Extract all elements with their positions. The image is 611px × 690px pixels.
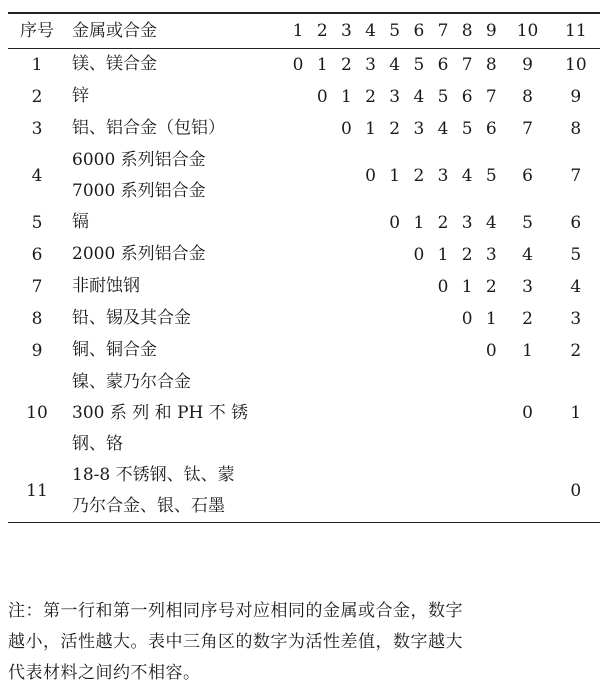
activity-diff-cell: 2 — [437, 212, 449, 233]
metal-name-line: 钢、铬 — [72, 433, 123, 454]
activity-diff-cell — [334, 367, 358, 460]
activity-diff-cell: 5 — [413, 54, 425, 75]
metal-name-line: 镁、镁合金 — [72, 54, 157, 74]
activity-diff-cell — [431, 367, 455, 460]
activity-diff-cell: 6 — [522, 165, 533, 186]
activity-diff-cell: 8 — [522, 86, 533, 107]
activity-diff-cell — [383, 335, 407, 367]
activity-diff-cell — [383, 367, 407, 460]
activity-diff-cell — [286, 335, 310, 367]
activity-diff-cell — [383, 303, 407, 335]
activity-diff-cell — [310, 145, 334, 207]
activity-diff-cell — [310, 271, 334, 303]
note-line: 注：第一行和第一列相同序号对应相同的金属或合金，数字 — [8, 601, 463, 621]
activity-diff-cell — [286, 81, 310, 113]
activity-diff-cell — [286, 145, 310, 207]
table-row — [8, 303, 600, 335]
note-line: 代表材料之间约不相容。 — [8, 663, 201, 683]
header-col-5: 5 — [383, 13, 407, 48]
activity-diff-cell: 0 — [413, 244, 425, 265]
activity-diff-cell: 8 — [570, 118, 582, 139]
activity-diff-cell: 1 — [365, 118, 376, 139]
activity-diff-cell — [407, 335, 431, 367]
activity-diff-cell — [286, 271, 310, 303]
note-line: 越小，活性越大。表中三角区的数字为活性差值，数字越大 — [8, 632, 463, 652]
row-index: 2 — [31, 86, 43, 107]
activity-diff-cell: 9 — [570, 86, 582, 107]
activity-diff-cell — [455, 460, 479, 523]
header-col-7: 7 — [431, 13, 455, 48]
metal-name-line: 镍、蒙乃尔合金 — [72, 371, 191, 392]
activity-diff-cell — [431, 460, 455, 523]
metal-name — [66, 207, 286, 239]
activity-diff-cell: 4 — [570, 276, 582, 297]
activity-diff-cell: 9 — [522, 54, 533, 75]
metal-name — [66, 145, 286, 207]
activity-diff-cell: 3 — [437, 165, 449, 186]
activity-diff-cell: 8 — [485, 54, 497, 75]
metal-name-line: 300 系 列 和 PH 不 锈 — [72, 402, 249, 423]
activity-diff-cell: 0 — [292, 54, 304, 75]
activity-diff-cell — [358, 335, 382, 367]
activity-diff-cell: 0 — [485, 340, 497, 361]
activity-diff-cell: 1 — [413, 212, 425, 233]
row-index: 1 — [31, 54, 43, 75]
table-row — [8, 81, 600, 113]
activity-diff-cell — [358, 303, 382, 335]
row-index: 7 — [31, 276, 43, 297]
activity-diff-cell — [455, 335, 479, 367]
activity-diff-cell — [358, 239, 382, 271]
activity-diff-cell — [334, 303, 358, 335]
table-row — [8, 335, 600, 367]
metal-name — [66, 335, 286, 367]
activity-diff-cell: 5 — [461, 118, 473, 139]
activity-diff-cell: 0 — [522, 403, 533, 423]
header-col-2: 2 — [310, 13, 334, 48]
activity-diff-cell: 2 — [522, 308, 533, 329]
activity-diff-cell — [310, 207, 334, 239]
metal-name — [66, 303, 286, 335]
activity-diff-cell: 3 — [389, 86, 401, 107]
row-index: 8 — [31, 308, 43, 329]
header-index: 序号 — [8, 13, 66, 48]
header-col-9: 9 — [479, 13, 503, 48]
activity-diff-cell: 0 — [365, 165, 376, 186]
metal-name — [66, 48, 286, 81]
metal-name — [66, 460, 286, 523]
row-index: 6 — [31, 244, 43, 265]
table-header — [8, 13, 600, 48]
metal-name-line: 铅、锡及其合金 — [72, 308, 191, 328]
table-row — [8, 367, 600, 460]
activity-diff-cell — [479, 460, 503, 523]
activity-diff-cell: 3 — [413, 118, 425, 139]
activity-diff-cell — [455, 367, 479, 460]
activity-diff-cell: 0 — [552, 460, 600, 523]
activity-diff-cell: 1 — [437, 244, 449, 265]
activity-diff-cell: 2 — [485, 276, 497, 297]
activity-diff-cell: 7 — [485, 86, 497, 107]
metal-name-line: 7000 系列铝合金 — [72, 180, 206, 201]
activity-diff-cell: 2 — [340, 54, 352, 75]
header-row — [8, 13, 600, 48]
activity-diff-cell: 4 — [389, 54, 401, 75]
activity-diff-cell: 4 — [485, 212, 497, 233]
activity-diff-cell: 7 — [570, 165, 582, 186]
header-col-4: 4 — [358, 13, 382, 48]
header-col-3: 3 — [334, 13, 358, 48]
activity-diff-cell: 7 — [522, 118, 533, 139]
activity-diff-cell — [286, 239, 310, 271]
activity-diff-cell — [383, 271, 407, 303]
activity-diff-cell: 6 — [461, 86, 473, 107]
metal-name — [66, 367, 286, 460]
activity-diff-cell: 3 — [365, 54, 376, 75]
row-index: 11 — [8, 460, 66, 523]
activity-diff-cell — [407, 460, 431, 523]
activity-diff-cell: 1 — [316, 54, 328, 75]
activity-diff-cell — [286, 460, 310, 523]
table-row — [8, 239, 600, 271]
activity-diff-cell — [358, 367, 382, 460]
activity-diff-cell: 7 — [461, 54, 473, 75]
activity-diff-cell: 10 — [565, 54, 587, 75]
activity-diff-cell — [334, 207, 358, 239]
activity-diff-cell: 3 — [570, 308, 582, 329]
metal-name-line: 铝、铝合金（包铝） — [72, 118, 225, 138]
activity-diff-cell — [383, 239, 407, 271]
activity-diff-cell — [310, 303, 334, 335]
activity-diff-cell — [286, 367, 310, 460]
activity-diff-cell: 6 — [437, 54, 449, 75]
activity-diff-cell — [431, 303, 455, 335]
activity-diff-cell — [383, 460, 407, 523]
activity-diff-cell — [358, 271, 382, 303]
activity-diff-cell: 5 — [437, 86, 449, 107]
activity-diff-cell — [310, 367, 334, 460]
activity-diff-cell: 4 — [437, 118, 449, 139]
metal-name-line: 2000 系列铝合金 — [72, 244, 206, 264]
activity-diff-cell: 1 — [461, 276, 473, 297]
row-index: 3 — [31, 118, 43, 139]
table-row — [8, 113, 600, 145]
activity-diff-cell: 0 — [437, 276, 449, 297]
activity-diff-cell: 5 — [570, 244, 582, 265]
table-row — [8, 207, 600, 239]
activity-diff-cell: 5 — [522, 212, 533, 233]
table-row — [8, 145, 600, 207]
activity-diff-cell: 6 — [485, 118, 497, 139]
activity-diff-cell: 4 — [522, 244, 533, 265]
activity-diff-cell — [334, 239, 358, 271]
activity-diff-cell — [431, 335, 455, 367]
header-col-6: 6 — [407, 13, 431, 48]
activity-diff-cell: 3 — [485, 244, 497, 265]
note — [8, 596, 600, 689]
activity-diff-cell — [503, 460, 551, 523]
table-row — [8, 271, 600, 303]
activity-diff-cell — [334, 335, 358, 367]
row-index: 9 — [31, 340, 43, 361]
metal-name-line: 铜、铜合金 — [72, 340, 157, 360]
activity-diff-cell: 0 — [461, 308, 473, 329]
activity-diff-cell: 2 — [413, 165, 425, 186]
activity-diff-cell: 1 — [340, 86, 352, 107]
header-col-11: 11 — [552, 13, 600, 48]
galvanic-table — [8, 12, 600, 523]
activity-diff-cell: 6 — [570, 212, 582, 233]
activity-diff-cell: 2 — [365, 86, 376, 107]
row-index: 4 — [31, 165, 43, 186]
activity-diff-cell — [310, 335, 334, 367]
activity-diff-cell: 5 — [485, 165, 497, 186]
activity-diff-cell: 4 — [461, 165, 473, 186]
header-col-10: 10 — [503, 13, 551, 48]
activity-diff-cell: 3 — [522, 276, 533, 297]
activity-diff-cell: 2 — [570, 340, 582, 361]
metal-name-line: 乃尔合金、银、石墨 — [72, 495, 225, 516]
metal-name-line: 锌 — [72, 86, 89, 106]
activity-diff-cell — [286, 207, 310, 239]
row-index: 10 — [26, 403, 48, 423]
activity-diff-cell — [358, 207, 382, 239]
activity-diff-cell — [407, 271, 431, 303]
metal-name-line: 镉 — [72, 212, 89, 232]
activity-diff-cell: 2 — [389, 118, 401, 139]
table-row — [8, 48, 600, 81]
row-index: 5 — [31, 212, 43, 233]
activity-diff-cell — [334, 145, 358, 207]
activity-diff-cell: 3 — [461, 212, 473, 233]
activity-diff-cell: 1 — [522, 340, 533, 361]
activity-diff-cell: 0 — [389, 212, 401, 233]
activity-diff-cell: 1 — [389, 165, 401, 186]
activity-diff-cell — [334, 271, 358, 303]
activity-diff-cell — [310, 239, 334, 271]
activity-diff-cell — [334, 460, 358, 523]
activity-diff-cell — [407, 303, 431, 335]
metal-name — [66, 113, 286, 145]
header-col-1: 1 — [286, 13, 310, 48]
header-metal: 金属或合金 — [66, 13, 286, 48]
header-col-8: 8 — [455, 13, 479, 48]
activity-diff-cell: 4 — [413, 86, 425, 107]
activity-diff-cell — [310, 460, 334, 523]
metal-name — [66, 271, 286, 303]
activity-diff-cell — [407, 367, 431, 460]
activity-diff-cell: 0 — [316, 86, 328, 107]
activity-diff-cell: 0 — [340, 118, 352, 139]
metal-name — [66, 239, 286, 271]
activity-diff-cell — [358, 460, 382, 523]
table-row — [8, 460, 600, 523]
metal-name-line: 6000 系列铝合金 — [72, 149, 206, 170]
activity-diff-cell: 1 — [485, 308, 497, 329]
activity-diff-cell — [479, 367, 503, 460]
metal-name-line: 非耐蚀钢 — [72, 276, 140, 296]
activity-diff-cell: 1 — [570, 403, 582, 423]
activity-diff-cell — [286, 303, 310, 335]
metal-name — [66, 81, 286, 113]
activity-diff-cell — [310, 113, 334, 145]
activity-diff-cell: 2 — [461, 244, 473, 265]
table-body — [8, 48, 600, 522]
activity-diff-cell — [286, 113, 310, 145]
metal-name-line: 18-8 不锈钢、钛、蒙 — [72, 464, 235, 485]
